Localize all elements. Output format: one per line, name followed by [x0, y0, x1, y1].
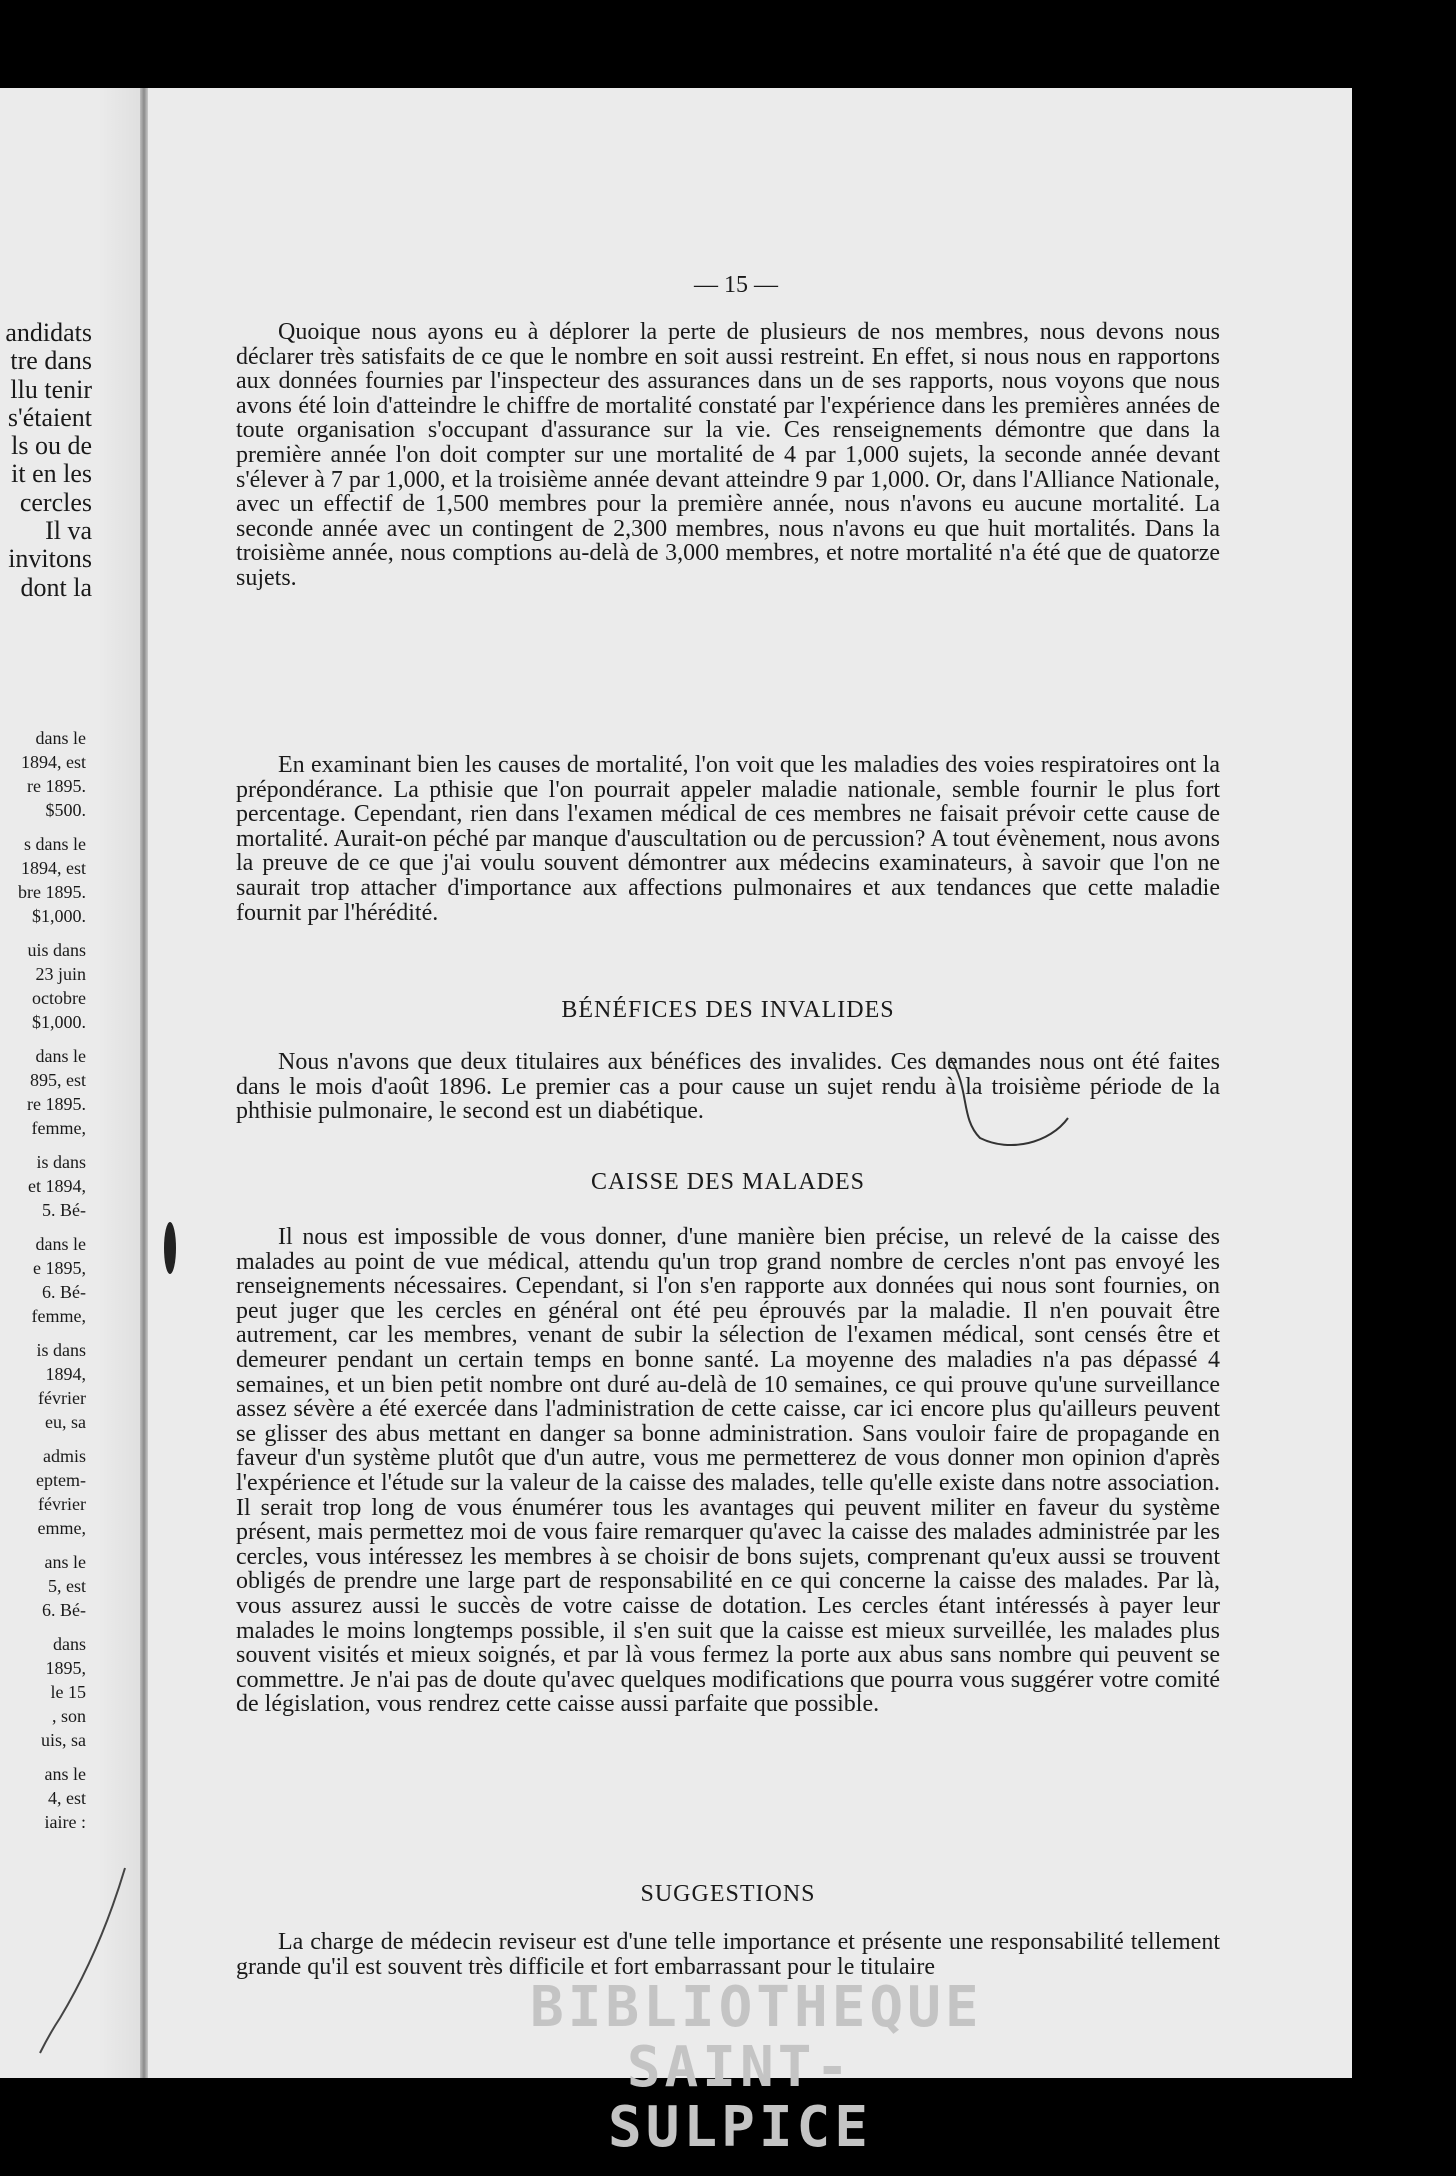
book-gutter — [140, 88, 148, 2078]
pen-stroke-mark — [30, 1858, 140, 2058]
stamp-line-1: BIBLIOTHEQUE — [530, 1975, 983, 2040]
left-page-entry-line: ans le — [44, 1552, 86, 1572]
left-page-entry-line: ans le — [44, 1764, 86, 1784]
left-page-entry-line: bre 1895. — [18, 882, 86, 902]
left-page-entry — [18, 1232, 86, 1328]
paragraph-causes: En examinant bien les causes de mortalité, l'on voit que les maladies des voies respiratoires ont la prépondérance. La pthisie que l'on pourrait appeler maladie nationale, semble fournir le plus fort percentage. Cependant, rien dans l'examen médical de ces membres ne faisait prévoir cette cause de mortalité. Aurait-on péché par manque d'auscultation ou de percussion? A tout évènement, nous avons la preuve de ce que j'ai voulu souvent démontrer aux médecins examinateurs, à savoir que l'on ne saurait trop attacher d'importance aux affections pulmonaires et aux tendances que cette maladie fournit par l'hérédité. — [236, 752, 1220, 926]
left-page-entry — [18, 1762, 86, 1834]
left-page-entry-line: 5, est — [48, 1576, 86, 1596]
left-page-entry-line: re 1895. — [27, 1094, 86, 1114]
left-page-entry-line: dans le — [35, 728, 86, 748]
paragraph-invalides: Nous n'avons que deux titulaires aux bénéfices des invalides. Ces demandes nous ont été faites dans le mois d'août 1896. Le premier cas a pour cause un sujet rendu à la troisième période de la phthisie pulmonaire, le second est un diabétique. — [236, 1049, 1220, 1125]
left-page-entry-line: femme, — [31, 1118, 86, 1138]
left-page-entry-line: $500. — [45, 800, 86, 820]
left-page-entry-line: dans le — [35, 1234, 86, 1254]
left-page-entry-line: 1894, — [45, 1364, 86, 1384]
left-page-entry-line: 895, est — [30, 1070, 86, 1090]
paragraph-mortality: Quoique nous ayons eu à déplorer la perte de plusieurs de nos membres, nous devons nous déclarer très satisfaits de ce que le nombre en soit aussi restreint. En effet, si nous nous en rapportons aux données fournies par l'inspecteur des assurances dans un de ses rapports, nous voyons que nous avons été loin d'atteindre le chiffre de mortalité constaté par l'expérience dans les premières années de toute organisation s'occupant d'assurance sur la vie. Ces renseignements démontre que dans la première année l'on doit compter sur une mortalité de 4 par 1,000 sujets, la seconde année devant s'élever à 7 par 1,000, et la troisième année devant atteindre 9 par 1,000. Or, dans l'Alliance Nationale, avec un effectif de 1,500 membres pour la première année, nous n'avons eu aucune mortalité. La seconde année avec un contingent de 2,300 membres, nous n'avons eu que huit mortalités. Dans la troisième année, nous comptions au-delà de 3,000 membres, et notre mortalité n'a été que de quatorze sujets. — [236, 319, 1220, 591]
left-page-entry — [18, 1550, 86, 1622]
ink-blot-mark — [160, 1218, 180, 1278]
scanned-page — [0, 88, 1352, 2160]
left-page-line: andidats — [5, 318, 92, 347]
left-page-entry-line: femme, — [31, 1306, 86, 1326]
left-page-entry — [18, 1044, 86, 1140]
left-page-entry — [18, 832, 86, 928]
left-page-line: llu tenir — [10, 374, 92, 404]
left-page-line: invitons — [8, 544, 92, 574]
left-page-entry-line: 1895, — [45, 1658, 86, 1678]
left-page-entry-line: dans le — [35, 1046, 86, 1066]
page-number: — 15 — — [694, 272, 778, 298]
left-page-entry-line: eu, sa — [45, 1412, 86, 1432]
left-page-line: it en les — [11, 459, 92, 489]
left-page-line: Il va — [45, 516, 92, 546]
left-page-entry — [18, 938, 86, 1034]
left-page-entry-line: uis dans — [27, 940, 86, 960]
left-page-entry-line: e 1895, — [33, 1258, 86, 1278]
stamp-line-2: SAINT-SULPICE — [607, 2035, 872, 2160]
left-page-line: s'étaient — [7, 402, 92, 432]
left-page-margin-entries — [18, 726, 86, 1844]
left-page-entry-line: 5. Bé- — [42, 1200, 86, 1220]
left-page-entry-line: emme, — [37, 1518, 86, 1538]
heading-benefices-invalides: BÉNÉFICES DES INVALIDES — [561, 997, 895, 1023]
left-page-line: dont la — [20, 572, 92, 602]
paragraph-caisse-malades: Il nous est impossible de vous donner, d'une manière bien précise, un relevé de la caisse des malades au point de vue médical, attendu qu'un trop grand nombre de cercles n'ont pas envoyé les renseignements nécessaires. Cependant, si l'on s'en rapporte aux données qui nous sont fournies, on peut juger que les cercles en général ont été peu éprouvés par la maladie. Il n'en pouvait être autrement, car les membres, venant de subir la sélection de l'examen médical, sont censés être et demeurer pendant un certain temps en bonne santé. La moyenne des maladies n'a pas dépassé 4 semaines, et un bien petit nombre ont duré au-delà de 10 semaines, ce qui prouve qu'une surveillance assez sévère a été exercée dans l'administration de cette caisse, car ici encore plus qu'ailleurs peuvent se glisser des abus mettant en danger sa bonne administration. Sans vouloir faire de propagande en faveur d'un système plutôt que d'un autre, vous me permetterez de vous donner mon opinion d'après l'expérience et l'étude sur la valeur de la caisse des malades, telle qu'elle existe dans notre association. Il serait trop long de vous énumérer tous les avantages qui peuvent militer en faveur du système présent, mais permettez moi de vous faire remarquer qu'avec la caisse des malades administrée par les cercles, vous intéressez les membres à se choisir de bons sujets, comprenant qu'eux aussi se trouvent obligés de prendre une large part de responsabilité en ce qui concerne la caisse des malades. Par là, vous assurez aussi le succès de votre caisse de dotation. Les cercles étant intéressés à payer leur malades le moins longtemps possible, il s'en suit que la caisse est mieux surveillée, les malades plus souvent visités et mieux soignés, et par là vous fermez la porte aux abus sans nombre qui peuvent se commettre. Je n'ai pas de doute qu'avec quelques modifications que pourra vous suggérer votre comité de législation, vous rendrez cette caisse aussi parfaite que possible. — [236, 1224, 1220, 1718]
left-page-entry-line: 1894, est — [21, 752, 86, 772]
left-page-entry-line: s dans le — [24, 834, 86, 854]
left-page-entry-line: février — [38, 1388, 86, 1408]
left-page-entry — [18, 1338, 86, 1434]
left-page-entry-line: admis — [43, 1446, 86, 1466]
paragraph-suggestions: La charge de médecin reviseur est d'une telle importance et présente une responsabilité tellement grande qu'il est souvent très difficile et fort embarrassant pour le titulaire — [236, 1929, 1220, 1980]
left-page-entry-line: eptem- — [36, 1470, 86, 1490]
left-page-entry-line: uis, sa — [41, 1730, 86, 1750]
left-page-entry-line: dans — [53, 1634, 86, 1654]
left-page-entry — [18, 1444, 86, 1540]
left-page-entry-line: février — [38, 1494, 86, 1514]
left-page-entry-line: is dans — [36, 1340, 86, 1360]
left-page-entry-line: is dans — [36, 1152, 86, 1172]
left-page-entry-line: et 1894, — [28, 1176, 86, 1196]
left-page-entry-line: octobre — [32, 988, 86, 1008]
left-page-fragment — [0, 88, 98, 2078]
left-page-entry-line: iaire : — [44, 1812, 86, 1832]
left-page-entry-line: , son — [51, 1706, 86, 1726]
heading-suggestions: SUGGESTIONS — [640, 1881, 816, 1907]
left-page-line: cercles — [19, 487, 92, 517]
left-page-entry-line: 1894, est — [21, 858, 86, 878]
left-page-entry-line: $1,000. — [32, 1012, 86, 1032]
left-page-entry-line: 23 juin — [35, 964, 86, 984]
left-page-entry — [18, 1632, 86, 1752]
left-page-line: ls ou de — [11, 431, 92, 461]
library-stamp — [530, 1975, 983, 2160]
left-page-entry — [18, 1150, 86, 1222]
left-page-text-column — [5, 318, 92, 601]
left-page-entry-line: 6. Bé- — [42, 1282, 86, 1302]
left-page-entry-line: re 1895. — [27, 776, 86, 796]
left-page-entry-line: 4, est — [48, 1788, 86, 1808]
left-page-line: tre dans — [10, 346, 92, 376]
left-page-entry — [18, 726, 86, 822]
left-page-entry-line: $1,000. — [32, 906, 86, 926]
heading-caisse-malades: CAISSE DES MALADES — [590, 1169, 866, 1195]
pen-bracket-mark — [940, 1048, 1080, 1158]
left-page-entry-line: 6. Bé- — [42, 1600, 86, 1620]
left-page-entry-line: le 15 — [50, 1682, 86, 1702]
